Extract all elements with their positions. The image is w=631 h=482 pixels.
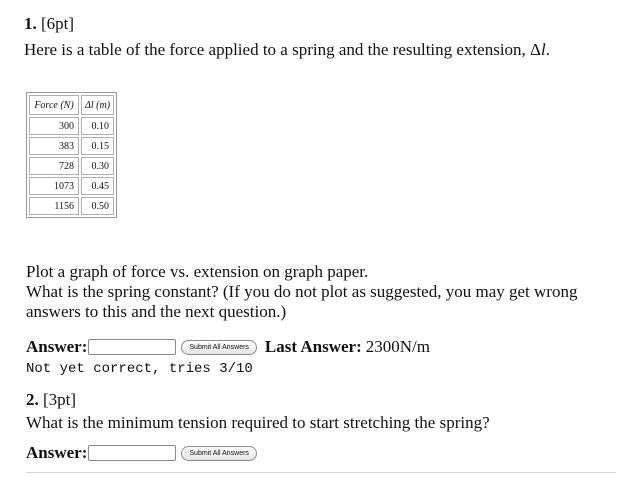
question-2-text: What is the minimum tension required to start stretching the spring?	[26, 413, 490, 432]
extension-cell: 0.45	[81, 177, 114, 195]
extension-column-header	[81, 95, 114, 115]
extension-cell: 0.30	[81, 157, 114, 175]
last-answer-value: 2300N/m	[365, 337, 430, 356]
question-1-instruction	[26, 262, 606, 322]
force-cell: 1073	[29, 177, 79, 195]
question-2-submit-button[interactable]: Submit All Answers	[181, 446, 257, 461]
force-column-header: Force (N)	[29, 95, 79, 115]
question-1-intro-variable: l	[541, 40, 546, 59]
force-extension-table	[26, 92, 117, 218]
extension-header-unit: (m)	[93, 99, 111, 111]
table-row	[29, 177, 114, 195]
question-2-heading	[26, 390, 76, 410]
extension-cell: 0.15	[81, 137, 114, 155]
extension-header-delta: Δ	[85, 99, 91, 111]
question-2-number: 2.	[26, 390, 39, 409]
force-cell: 1156	[29, 197, 79, 215]
question-1-status: Not yet correct, tries 3/10	[26, 361, 253, 377]
question-2-answer-row	[26, 443, 257, 463]
last-answer-label: Last Answer:	[264, 337, 362, 356]
table-header-row	[29, 95, 114, 115]
question-2-points: [3pt]	[43, 390, 77, 409]
question-1-answer-label: Answer:	[26, 337, 88, 356]
question-1-submit-button[interactable]: Submit All Answers	[181, 340, 257, 355]
question-2-answer-input[interactable]	[88, 445, 176, 461]
extension-cell: 0.50	[81, 197, 114, 215]
table-row	[29, 137, 114, 155]
divider	[26, 472, 616, 473]
force-cell: 300	[29, 117, 79, 135]
table-row	[29, 197, 114, 215]
force-cell: 728	[29, 157, 79, 175]
extension-cell: 0.10	[81, 117, 114, 135]
question-1-points: [6pt]	[41, 14, 75, 33]
question-2-answer-label: Answer:	[26, 443, 88, 462]
question-1-intro-end: .	[545, 40, 550, 59]
extension-header-variable: l	[90, 99, 94, 111]
table-row	[29, 157, 114, 175]
question-1-intro-text: Here is a table of the force applied to a spring and the resulting extension, Δ	[24, 40, 541, 59]
question-1-number: 1.	[24, 14, 37, 33]
question-1-heading	[24, 14, 74, 34]
force-cell: 383	[29, 137, 79, 155]
question-1-answer-row	[26, 337, 430, 357]
question-1-intro	[24, 40, 550, 60]
instruction-line-1: Plot a graph of force vs. extension on graph paper.	[26, 262, 369, 281]
instruction-line-2: What is the spring constant? (If you do not plot as suggested, you may get wrong answers to this and the next question.)	[26, 282, 578, 321]
table-row	[29, 117, 114, 135]
question-1-answer-input[interactable]	[88, 339, 176, 355]
